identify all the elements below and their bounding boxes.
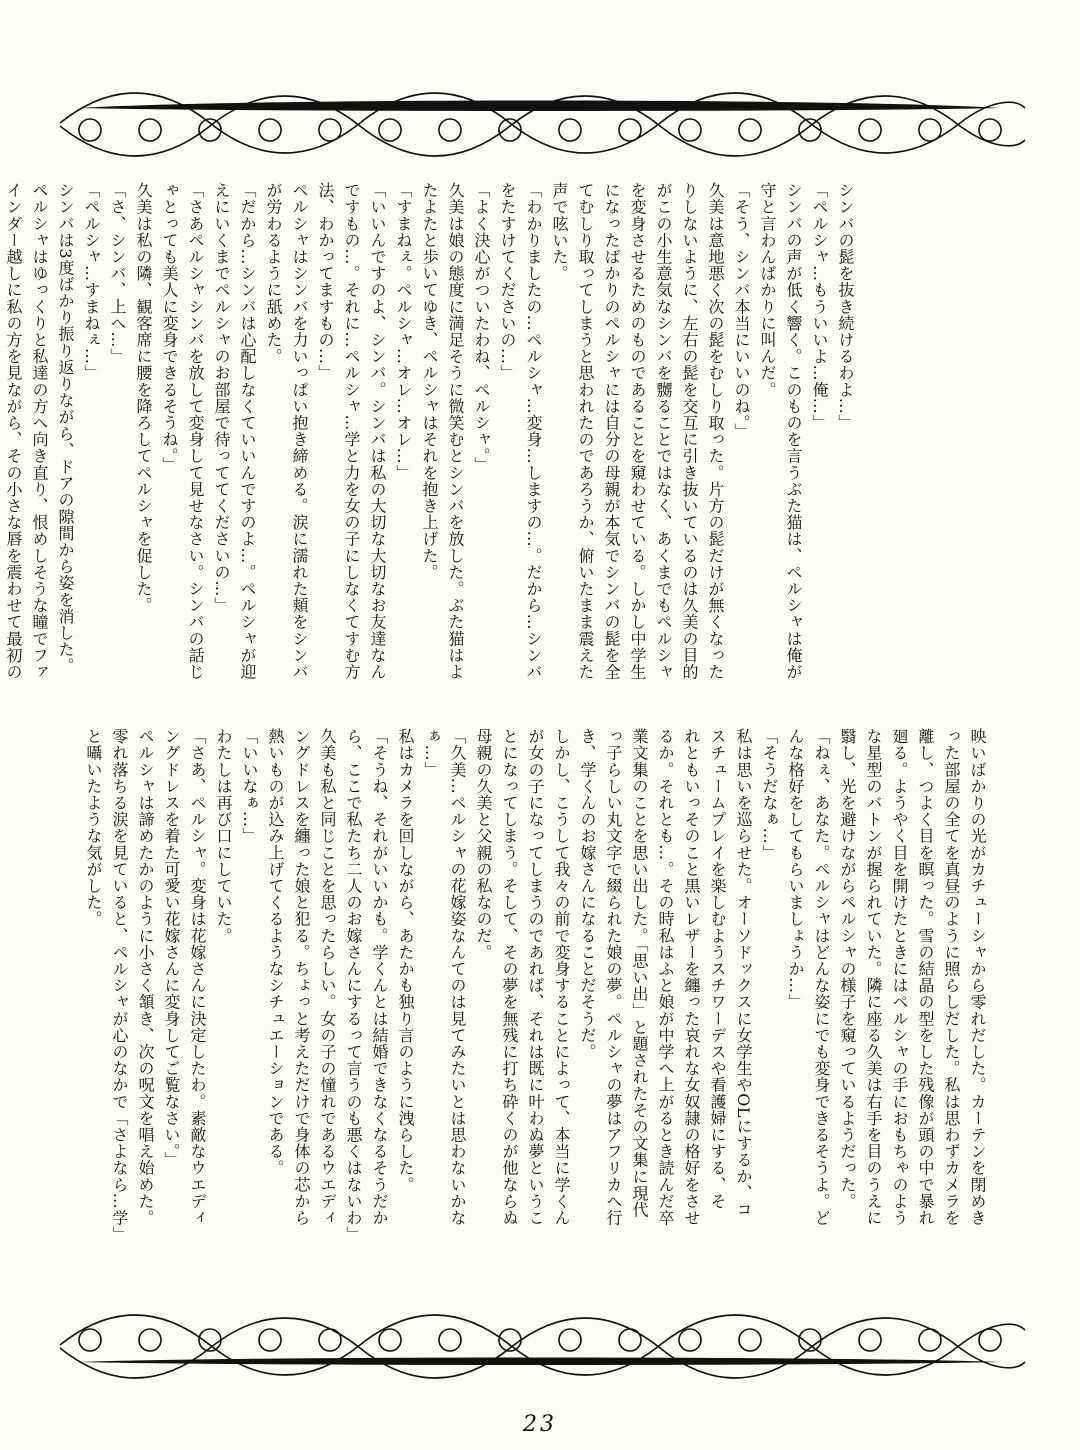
text-line: をたすけてくださいの…」: [498, 182, 517, 382]
text-line: 「いいんですのよ、シンバ。シンバは私の大切な大切なお友達なん: [368, 182, 387, 680]
text-line: 「そうだなぁ…」: [760, 728, 779, 861]
text-line: 「すまねぇ。ペルシャ…オレ…オレ…」: [394, 182, 413, 481]
text-line: 法、わかってますもの…」: [316, 182, 335, 382]
text-line: ゃとっても美人に変身できるそうね。」: [160, 182, 179, 473]
text-line: がこの小生意気なシンバを嬲ることではなく、あくまでもペルシャ: [654, 182, 673, 680]
text-line: ペルシャはシンバを力いっぱい抱き締める。涙に濡れた頬をシンバ: [290, 182, 309, 680]
text-line: 「ねぇ、あなた。ペルシャはどんな姿にでも変身できるそうよ。ど: [812, 728, 831, 1226]
text-line: 「さあ、ペルシャ。変身は花嫁さんに決定したわ。素敵なウエディ: [188, 728, 207, 1226]
scroll-border-art: [50, 78, 1030, 168]
text-line: 守と言わんばかりに叫んだ。: [758, 182, 777, 398]
text-line: てむしり取ってしまうと思われたのであろうか、俯いたまま震えた: [576, 182, 595, 680]
text-line: りしないように、左右の髭を交互に引き抜いているのは久美の目的: [680, 182, 699, 680]
text-line: っ子らしい丸文字で綴られた娘の夢。ペルシャの夢はアフリカへ行: [604, 728, 623, 1226]
text-line: スチュームプレイを楽しむようスチワーデスや看護婦にする、そ: [708, 728, 727, 1210]
text-line: シンバの髭を抜き続けるわよ…」: [836, 182, 855, 431]
text-line: な星型のバトンが握られていた。隣に座る久美は右手を目のうえに: [864, 728, 883, 1226]
text-line: ぁ…」: [422, 728, 441, 778]
text-line: ングドレスを纏った娘と犯る。ちょっと考えただけで身体の芯から: [292, 728, 311, 1226]
text-line: が女の子になってしまうのであれば、それは既に叶わぬ夢というこ: [526, 728, 545, 1226]
text-line: き、学くんのお嫁さんになることだそうだ。: [578, 728, 597, 1060]
text-line: ペルシャは諦めたかのように小さく頷き、次の呪文を唱え始めた。: [136, 728, 155, 1226]
text-line: 「ペルシャ…すまねぇ…」: [82, 182, 101, 382]
text-line: 廻る。ようやく目を開けたときにはペルシャの手におもちゃのよう: [890, 728, 909, 1226]
text-line: えにいくまでペルシャのお部屋で待っててくださいの…」: [212, 182, 231, 614]
text-line: 離し、つよく目を瞑った。雪の結晶の型をした残像が頭の中で暴れ: [916, 728, 935, 1226]
text-line: しかし、こうして我々の前で変身することによって、本当に学くん: [552, 728, 571, 1226]
bottom-ornamental-border: [50, 1300, 1030, 1390]
text-line: 久美は私の隣、観客席に腰を降ろしてペルシャを促した。: [134, 182, 153, 614]
text-line: 零れ落ちる涙を見ていると、ペルシャが心のなかで「さよなら…学」: [110, 728, 129, 1243]
text-line: 「ペルシャ…もういいよ…俺…」: [810, 182, 829, 431]
text-line: シンバの声が低く響く。このものを言うぶた猫は、ペルシャは俺が: [784, 182, 803, 680]
page-number: 23: [523, 1412, 557, 1437]
text-line: 熱いものが込み上げてくるようなシチュエーションである。: [266, 728, 285, 1177]
text-line: 私は思いを巡らせた。オーソドックスに女学生やOLにするか、コ: [734, 728, 753, 1218]
text-line: が労わるように舐めた。: [264, 182, 283, 365]
text-line: ですもの…。それに…ペルシャ…学と力を女の子にしなくてすむ方: [342, 182, 361, 680]
text-line: った部屋の全てを真昼のように照らしだした。私は思わずカメラを: [942, 728, 961, 1226]
text-line: んな格好をしてもらいましょうか…」: [786, 728, 805, 1011]
text-line: 「わかりましたの…ペルシャ…変身…しますの…。だから…シンバ: [524, 182, 543, 680]
text-line: ングドレスを着た可愛い花嫁さんに変身してご覧なさい。」: [162, 728, 181, 1169]
text-line: 「いいなぁ…」: [240, 728, 259, 845]
text-line: 業文集のことを思い出した。「思い出」と題されたその文集に現代: [630, 728, 649, 1218]
text-line: シンバは3度ばかり振り返りながら、ドアの隙間から姿を消した。: [56, 182, 75, 675]
text-line: わたしは再び口にしていた。: [214, 728, 233, 944]
text-line: 母親の久美と父親の私なのだ。: [474, 728, 493, 961]
text-line: たよたと歩いてゆき、ペルシャはそれを抱き上げた。: [420, 182, 439, 581]
upper-text-block: [4, 182, 858, 720]
text-line: ペルシャはゆっくりと私達の方へ向き直り、恨めしそうな瞳でファ: [30, 182, 49, 680]
text-line: 「久美…ペルシャの花嫁姿なんてのは見てみたいとは思わないかな: [448, 728, 467, 1226]
text-line: を変身させるためのものであることを窺わせている。しかし中学生: [628, 182, 647, 680]
text-line: 「さ、シンバ、上へ…」: [108, 182, 127, 365]
text-line: 久美は娘の態度に満足そうに微笑むとシンバを放した。ぶた猫はよ: [446, 182, 465, 680]
text-line: と囁いたような気がした。: [84, 728, 103, 928]
text-line: ら、ここで私たち二人のお嫁さんにするって言うのも悪くはないわ」: [344, 728, 363, 1243]
text-line: インダー越しに私の方を見ながら、その小さな唇を震わせて最初の: [4, 182, 23, 680]
text-line: とになってしまう。そして、その夢を無残に打ち砕くのが他ならぬ: [500, 728, 519, 1226]
text-line: 「だから…シンバは心配しなくていいんですのよ…。ペルシャが迎: [238, 182, 257, 680]
text-line: れともいっそのこと黒いレザーを纏った哀れな女奴隷の格好をさせ: [682, 728, 701, 1226]
top-ornamental-border: [50, 78, 1030, 168]
text-line: 「そう、シンバ本当にいいのね。」: [732, 182, 751, 440]
text-line: 声で呟いた。: [550, 182, 569, 282]
text-line: 久美は意地悪く次の髭をむしり取った。片方の髭だけが無くなった: [706, 182, 725, 680]
text-line: になったばかりのペルシャには自分の母親が本気でシンバの髭を全: [602, 182, 621, 680]
text-line: 久美も私と同じことを思ったらしい。女の子の憧れであるウエディ: [318, 728, 337, 1226]
scroll-border-art: [50, 1300, 1030, 1390]
text-line: るか。それとも…。その時私はふと娘が中学へ上がるとき読んだ卒: [656, 728, 675, 1226]
text-line: 私はカメラを回しながら、あたかも独り言のように洩らした。: [396, 728, 415, 1193]
text-line: 映いばかりの光がカチューシャから零れだした。カーテンを閉めき: [968, 728, 987, 1226]
text-line: 「そうね、それがいいかも。学くんとは結婚できなくなるそうだか: [370, 728, 389, 1226]
text-line: 「さあペルシャシンバを放して変身して見せなさい。シンバの話じ: [186, 182, 205, 680]
text-line: 「よく決心がついたわね、ペルシャ。」: [472, 182, 491, 473]
text-line: 翳し、光を避けながらペルシャの様子を窺っているようだった。: [838, 728, 857, 1210]
lower-text-block: [84, 728, 990, 1274]
